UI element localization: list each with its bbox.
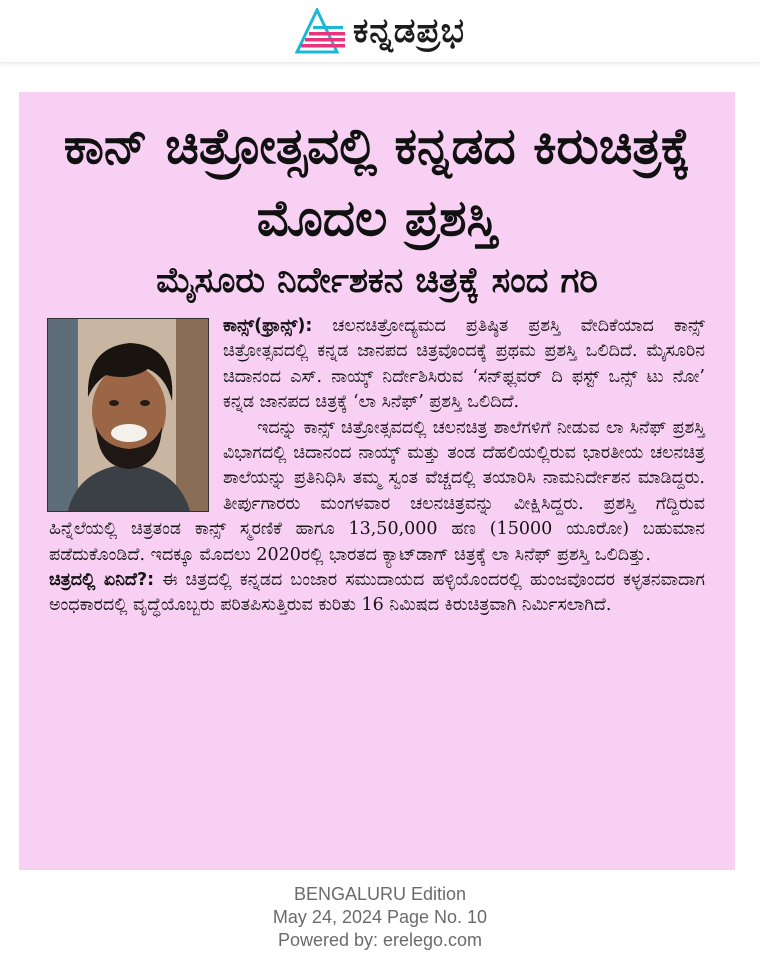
article-paragraph-3 bbox=[49, 568, 705, 619]
article-paragraph-1 bbox=[49, 314, 705, 416]
page-footer bbox=[0, 883, 760, 952]
kannadaprabha-logo-icon bbox=[295, 8, 347, 54]
footer-date-page: May 24, 2024 Page No. 10 bbox=[272, 907, 488, 927]
article-subheadline: ಮೈಸೂರು ನಿರ್ದೇಶಕನ ಚಿತ್ರಕ್ಕೆ ಸಂದ ಗರಿ bbox=[156, 261, 598, 301]
article-paragraph-2: ಇದನ್ನು ಕಾನ್ಸ್ ಚಿತ್ರೋತ್ಸವದಲ್ಲಿ ಚಲನಚಿತ್ರ ಶಾಲೆಗಳಿಗೆ ನೀಡುವ ಲಾ ಸಿನೆಫ್ ಪ್ರಶಸ್ತಿ ವಿಭಾಗದಲ್ಲಿ ಚಿದಾನಂದ ನಾಯ್ಕ್ ಮತ್ತು ತಂಡ ದೆಹಲಿಯಲ್ಲಿರುವ ಭಾರತೀಯ ಚಲನಚಿತ್ರ ಶಾಲೆಯನ್ನು ಪ್ರತಿನಿಧಿಸಿ ತಮ್ಮ ಸ್ವಂತ ವೆಚ್ಚದಲ್ಲಿ ತಯಾರಿಸಿ ನಾಮನಿರ್ದೇಶನ ಮಾಡಿದ್ದರು. ತೀರ್ಪುಗಾರರು ಮಂಗಳವಾರ ಚಲನಚಿತ್ರವನ್ನು ವೀಕ್ಷಿಸಿದ್ದರು. ಪ್ರಶಸ್ತಿ ಗೆದ್ದಿರುವ ಹಿನ್ನೆಲೆಯಲ್ಲಿ ಚಿತ್ರತಂಡ ಕಾನ್ಸ್ ಸ್ಮರಣಿಕೆ ಹಾಗೂ 13,50,000 ಹಣ (15000 ಯೂರೋ) ಬಹುಮಾನ ಪಡೆದುಕೊಂಡಿದೆ. ಇದಕ್ಕೂ ಮೊದಲು 2020ರಲ್ಲಿ ಭಾರತದ ಕ್ಯಾಟ್‌ಡಾಗ್ ಚಿತ್ರಕ್ಕೆ ಲಾ ಸಿನೆಫ್ ಪ್ರಶಸ್ತಿ ಒಲಿದಿತ್ತು. bbox=[49, 417, 705, 565]
article-dateline: ಕಾನ್ಸ್(ಫ್ರಾನ್ಸ್): bbox=[223, 316, 313, 336]
footer-edition: BENGALURU Edition bbox=[293, 884, 467, 904]
footer-powered-by: Powered by: erelego.com bbox=[277, 930, 483, 950]
masthead bbox=[0, 0, 760, 63]
article-section-lead: ಚಿತ್ರದಲ್ಲಿ ಏನಿದೆ?: bbox=[49, 570, 155, 591]
masthead-title: ಕನ್ನಡಪ್ರಭ bbox=[353, 11, 465, 51]
article-paragraph-1-text: ಚಲನಚಿತ್ರೋದ್ಯಮದ ಪ್ರತಿಷ್ಠಿತ ಪ್ರಶಸ್ತಿ ವೇದಿಕೆಯಾದ ಕಾನ್ಸ್ ಚಿತ್ರೋತ್ಸವದಲ್ಲಿ ಕನ್ನಡ ಜಾನಪದ ಚಿತ್ರವೊಂದಕ್ಕೆ ಪ್ರಥಮ ಪ್ರಶಸ್ತಿ ಒಲಿದಿದೆ. ಮೈಸೂರಿನ ಚಿದಾನಂದ ಎಸ್. ನಾಯ್ಕ್ ನಿರ್ದೇಶಿಸಿರುವ ‘ಸನ್‌ಫ್ಲವರ್ ದಿ ಫಸ್ಟ್ ಒನ್ಸ್ ಟು ನೋ’ ಕನ್ನಡ ಜಾನಪದ ಚಿತ್ರಕ್ಕೆ ‘ಲಾ ಸಿನೆಫ್’ ಪ್ರಶಸ್ತಿ ಒಲಿದಿದೆ. bbox=[223, 316, 705, 413]
article-headline: ಕಾನ್ ಚಿತ್ರೋತ್ಸವಲ್ಲಿ ಕನ್ನಡದ ಕಿರುಚಿತ್ರಕ್ಕೆ ಮೊದಲ ಪ್ರಶಸ್ತಿ bbox=[63, 117, 691, 247]
newspaper-clipping bbox=[19, 92, 735, 870]
director-photo bbox=[47, 318, 209, 512]
article-body bbox=[49, 314, 705, 619]
article-paragraph-3-text: ಈ ಚಿತ್ರದಲ್ಲಿ ಕನ್ನಡದ ಬಂಜಾರ ಸಮುದಾಯದ ಹಳ್ಳಿಯೊಂದರಲ್ಲಿ ಹುಂಜವೊಂದರ ಕಳ್ಳತನವಾದಾಗ ಅಂಧಕಾರದಲ್ಲಿ ವೃದ್ಧೆಯೊಬ್ಬರು ಪರಿತಪಿಸುತ್ತಿರುವ ಕುರಿತು 16 ನಿಮಿಷದ ಕಿರುಚಿತ್ರವಾಗಿ ನಿರ್ಮಿಸಲಾಗಿದೆ. bbox=[49, 570, 705, 616]
